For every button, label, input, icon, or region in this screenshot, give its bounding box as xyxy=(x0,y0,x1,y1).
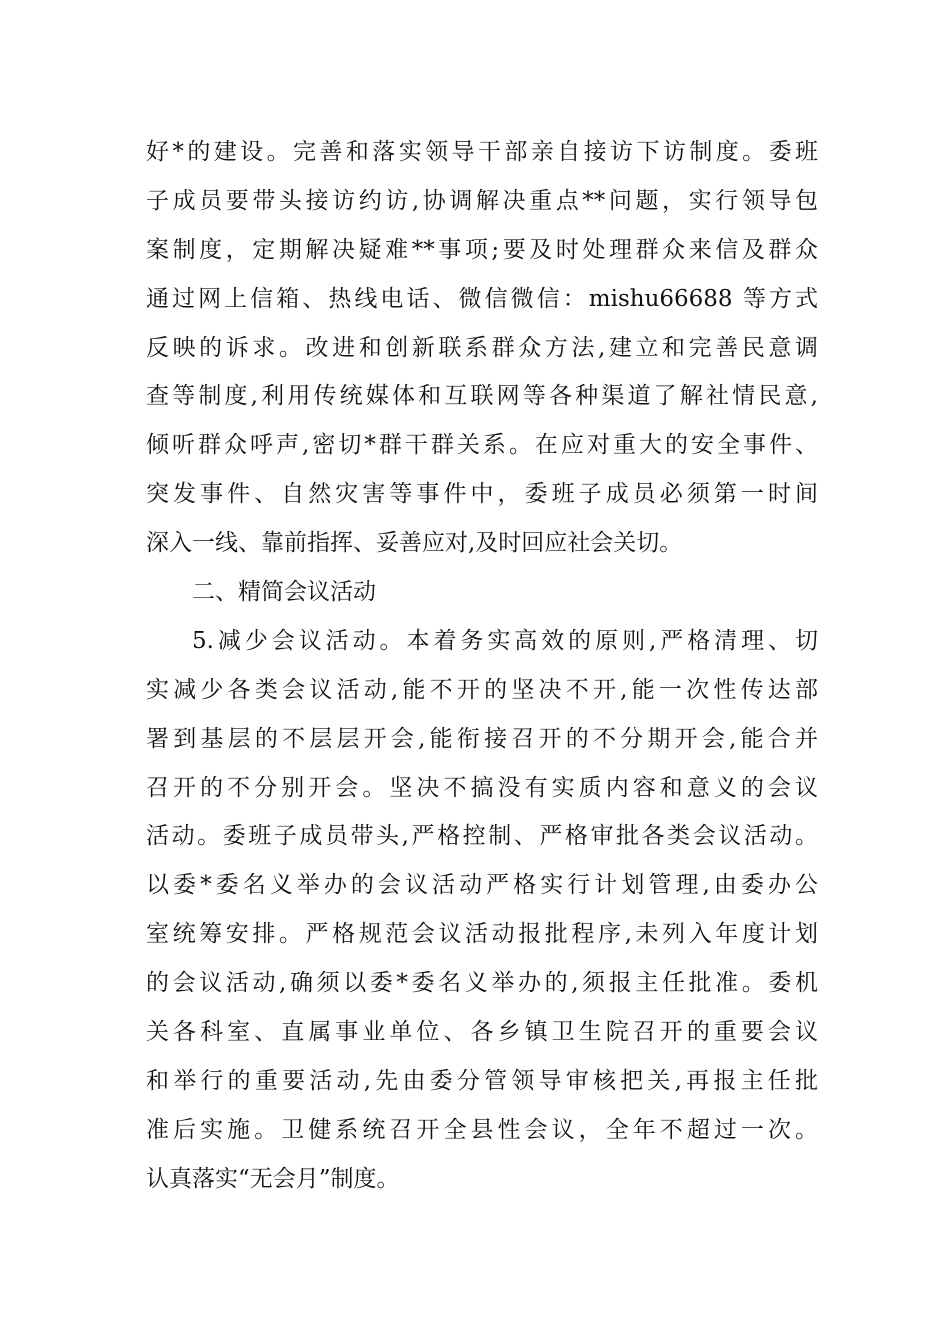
text-line: 倾听群众呼声,密切*群干群关系。在应对重大的安全事件、 xyxy=(146,432,818,459)
text-line: 实减少各类会议活动,能不开的坚决不开,能一次性传达部 xyxy=(146,676,818,703)
text-line: 通过网上信箱、热线电话、微信微信：mishu66688 等方式 xyxy=(146,285,818,312)
text-line: 召开的不分别开会。坚决不搞没有实质内容和意义的会议 xyxy=(146,774,818,801)
text-line: 准后实施。卫健系统召开全县性会议，全年不超过一次。 xyxy=(146,1116,818,1143)
text-line: 5.减少会议活动。本着务实高效的原则,严格清理、切 xyxy=(192,627,818,654)
text-line: 室统筹安排。严格规范会议活动报批程序,未列入年度计划 xyxy=(146,921,818,948)
document-body xyxy=(146,128,818,1204)
text-line: 突发事件、自然灾害等事件中，委班子成员必须第一时间 xyxy=(146,481,818,508)
text-line: 反映的诉求。改进和创新联系群众方法,建立和完善民意调 xyxy=(146,334,818,361)
text-line: 深入一线、靠前指挥、妥善应对,及时回应社会关切。 xyxy=(146,530,683,557)
text-line: 的会议活动,确须以委*委名义举办的,须报主任批准。委机 xyxy=(146,970,818,997)
text-line: 署到基层的不层层开会,能衔接召开的不分期开会,能合并 xyxy=(146,725,818,752)
section-heading: 二、精简会议活动 xyxy=(192,579,376,606)
text-line: 关各科室、直属事业单位、各乡镇卫生院召开的重要会议 xyxy=(146,1019,818,1046)
text-line: 活动。委班子成员带头,严格控制、严格审批各类会议活动。 xyxy=(146,823,818,850)
text-line: 子成员要带头接访约访,协调解决重点**问题，实行领导包 xyxy=(146,187,818,214)
text-line: 以委*委名义举办的会议活动严格实行计划管理,由委办公 xyxy=(146,872,818,899)
text-line: 认真落实“无会月”制度。 xyxy=(146,1165,400,1192)
text-line: 和举行的重要活动,先由委分管领导审核把关,再报主任批 xyxy=(146,1067,818,1094)
text-line: 查等制度,利用传统媒体和互联网等各种渠道了解社情民意, xyxy=(146,383,818,410)
text-line: 好*的建设。完善和落实领导干部亲自接访下访制度。委班 xyxy=(146,139,818,165)
text-line: 案制度，定期解决疑难**事项;要及时处理群众来信及群众 xyxy=(146,236,818,263)
